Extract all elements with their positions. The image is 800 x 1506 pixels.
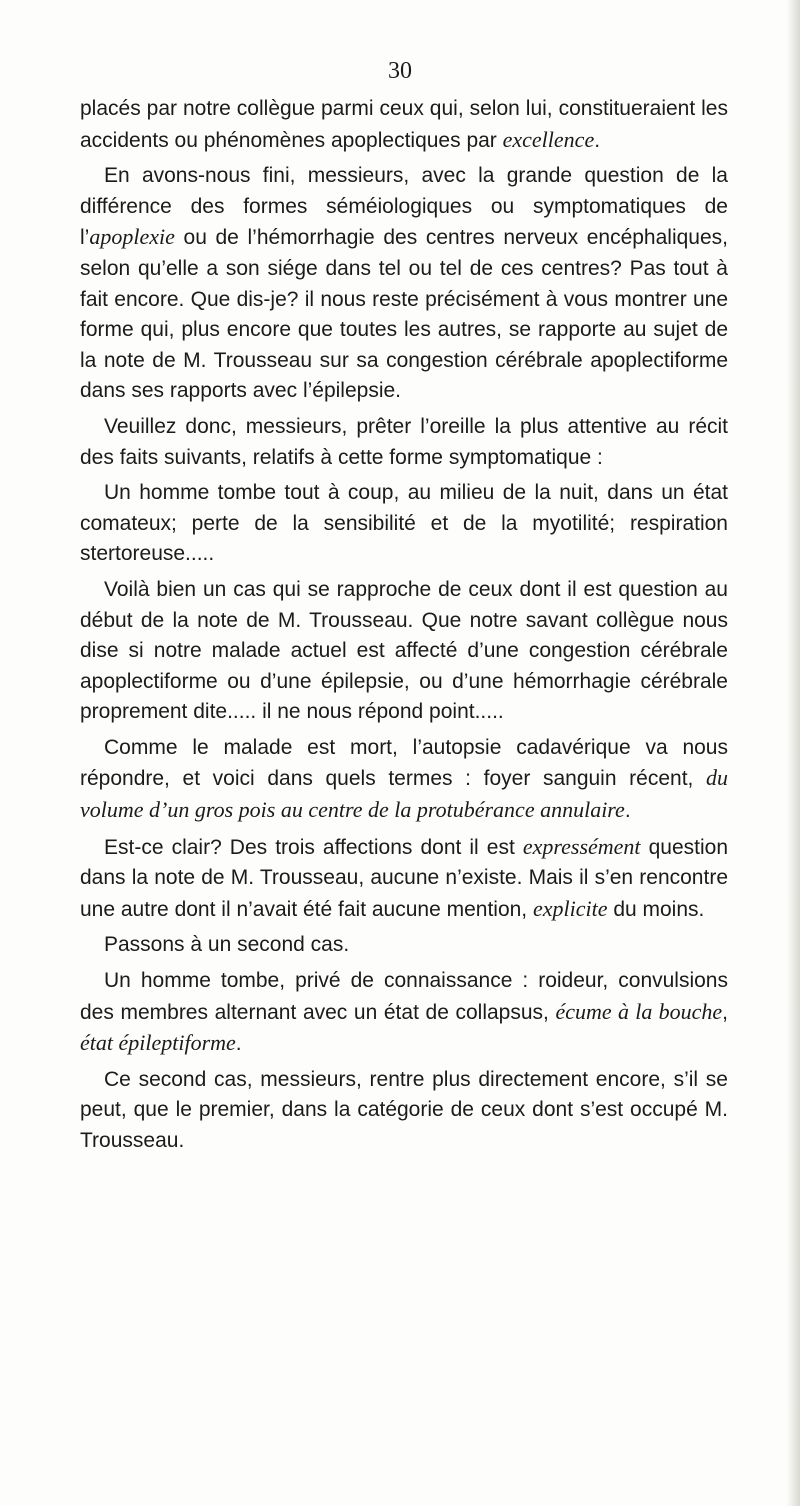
paragraph-8: Passons à un second cas. <box>104 933 350 957</box>
paragraph-9-end: . <box>235 1032 242 1056</box>
paragraph-5: Voilà bien un cas qui se rapproche de ceux dont il est question au début de la note de M. Trousseau. Que notre savant collègue nous dise si notre malade actuel est affecté d’une congestion cérébrale apoplectiforme ou d’une épilepsie, ou d’une hémorrhagie cérébrale proprement dite..... il ne nous répond point..... <box>80 577 728 724</box>
paragraph-7-italic-1: expressément <box>522 833 641 859</box>
page-edge-shadow <box>786 0 800 1506</box>
paragraph-6-end: . <box>624 799 631 823</box>
paragraph-9-italic-2: état épileptiforme <box>80 1030 236 1056</box>
paragraph-7-end: du moins. <box>607 897 705 921</box>
paragraph-10: Ce second cas, messieurs, rentre plus directement encore, s’il se peut, que le premier, dans la catégorie de ceux dont s’est occupé M. Trousseau. <box>80 1067 728 1152</box>
paragraph-9-middle: , <box>722 1000 729 1024</box>
paragraph-7-text: Est-ce clair? Des trois affections dont il est <box>104 835 523 859</box>
paragraph-9-text: Un homme tombe, privé de connaissance : roideur, convulsions des membres alternant avec un état de collapsus, <box>80 969 728 1024</box>
page-number: 30 <box>388 58 412 84</box>
paragraph-7 <box>80 832 728 926</box>
body-text <box>80 94 728 1162</box>
paragraph-1-text: placés par notre collègue parmi ceux qui, selon lui, constitueraient les accidents ou phénomènes apoplectiques par <box>80 97 728 152</box>
paragraph-2-italic: apoplexie <box>89 224 175 250</box>
paragraph-6 <box>80 733 728 827</box>
paragraph-2-text: En avons-nous fini, messieurs, avec la grande question de la différence des formes séméiologiques ou symptomatiques de l’ <box>80 164 728 250</box>
paragraph-2 <box>80 161 728 407</box>
paragraph-6-italic: du volume d’un gros pois au centre de la protubérance annulaire <box>80 765 728 823</box>
paragraph-6-text: Comme le malade est mort, l’autopsie cadavérique va nous répondre, et voici dans quels termes : foyer sanguin récent, <box>80 735 728 791</box>
paragraph-1 <box>80 94 728 156</box>
paragraph-9-italic-1: écume à la bouche <box>555 998 723 1024</box>
paragraph-1-italic: excellence <box>502 126 595 152</box>
paragraph-2-end: ou de l’hémorrhagie des centres nerveux encéphaliques, selon qu’elle a son siége dans tel ou tel de ces centres? Pas tout à fait encore. Que dis-je? il nous reste précisément à vous montrer une forme qui, plus encore que toutes les autres, se rapporte au sujet de la note de M. Trousseau sur sa congestion cérébrale apoplectiforme dans ses rapports avec l’épilepsie. <box>80 226 728 403</box>
paragraph-1-end: . <box>594 128 601 152</box>
paragraph-7-italic-2: explicite <box>532 895 608 921</box>
paragraph-7-middle: question dans la note de M. Trousseau, aucune n’existe. Mais il s’en rencontre une autre dont il n’avait été fait aucune mention, <box>80 835 728 921</box>
paragraph-3: Veuillez donc, messieurs, prêter l’oreille la plus attentive au récit des faits suivants, relatifs à cette forme symptomatique : <box>80 414 728 469</box>
paragraph-9 <box>80 966 728 1060</box>
paragraph-4: Un homme tombe tout à coup, au milieu de la nuit, dans un état comateux; perte de la sensibilité et de la myotilité; respiration stertoreuse..... <box>80 481 728 566</box>
